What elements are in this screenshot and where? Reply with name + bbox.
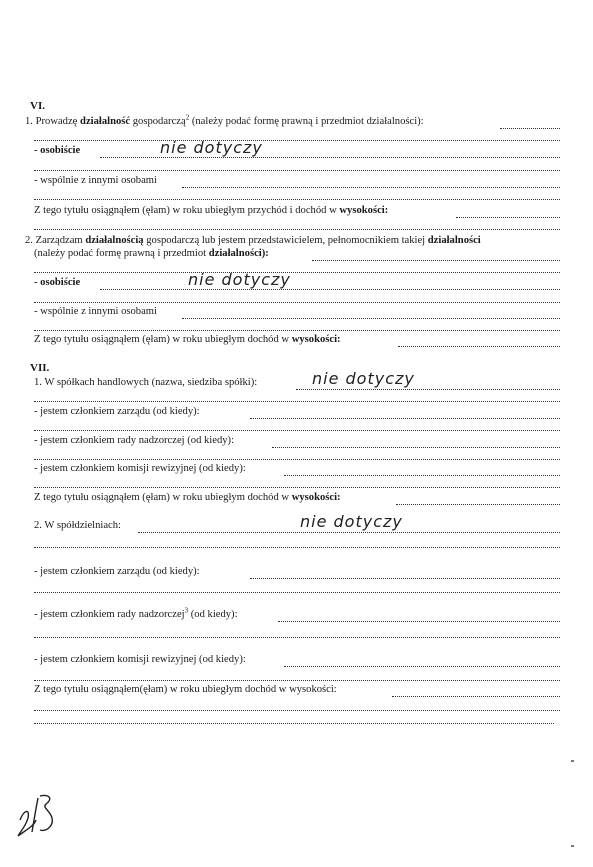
vii-item2-supervisory-label: - jestem członkiem rady nadzorczej$^3$ (od kiedy): <box>34 606 238 620</box>
vi-item1-jointly-field[interactable] <box>182 187 560 188</box>
vi-item2-jointly-line2[interactable] <box>34 330 560 331</box>
vi-item2-personally-value: nie dotyczy <box>188 270 291 289</box>
vi-item2-label-line2: (należy podać formę prawną i przedmiot działalności): <box>34 248 269 259</box>
signature-initials <box>14 790 62 840</box>
vi-item2-income-field[interactable] <box>398 346 560 347</box>
vi-item2-field-line2[interactable] <box>34 272 560 273</box>
vii-item1-supervisory-line2[interactable] <box>34 459 560 460</box>
vii-item1-board-field[interactable] <box>250 418 560 419</box>
vi-item1-field-line2[interactable] <box>34 140 560 141</box>
section-vi-heading: VI. <box>30 100 45 112</box>
vii-item1-audit-line2[interactable] <box>34 487 560 488</box>
vi-item1-field[interactable] <box>500 128 560 129</box>
vii-item2-audit-label: - jestem członkiem komisji rewizyjnej (od kiedy): <box>34 654 246 665</box>
vi-item1-income-line2[interactable] <box>34 229 560 230</box>
vi-item2-field[interactable] <box>312 260 560 261</box>
vi-item1-personally-field[interactable] <box>100 157 560 158</box>
vi-item2-label: 2. Zarządzam działalnością gospodarczą lub jestem przedstawicielem, pełnomocnikiem takiej działalności <box>25 235 481 246</box>
vi-item1-income-field[interactable] <box>456 217 560 218</box>
vi-item2-personally-label: - osobiście <box>34 277 81 288</box>
vii-item2-audit-field[interactable] <box>284 666 560 667</box>
vi-item2-personally-line2[interactable] <box>34 302 560 303</box>
vii-item2-audit-line2[interactable] <box>34 680 560 681</box>
section-vii-heading: VII. <box>30 362 50 374</box>
vi-item1-personally-label: - osobiście <box>34 145 81 156</box>
vi-item2-income-label: Z tego tytułu osiągnąłem (ęłam) w roku ubiegłym dochód w wysokości: <box>34 334 341 345</box>
vii-item2-value: nie dotyczy <box>300 512 403 531</box>
vi-item1-jointly-label: - wspólnie z innymi osobami <box>34 175 157 186</box>
vii-item2-income-line2[interactable] <box>34 710 560 711</box>
vi-item1-income-label: Z tego tytułu osiągnąłem (ęłam) w roku ubiegłym przychód i dochód w wysokości: <box>34 205 389 216</box>
vii-item1-audit-label: - jestem członkiem komisji rewizyjnej (od kiedy): <box>34 463 246 474</box>
vii-item1-board-line2[interactable] <box>34 430 560 431</box>
vii-item1-audit-field[interactable] <box>284 475 560 476</box>
vii-item2-label: 2. W spółdzielniach: <box>34 520 121 531</box>
vii-item2-board-label: - jestem członkiem zarządu (od kiedy): <box>34 566 200 577</box>
vii-item2-supervisory-line2[interactable] <box>34 637 560 638</box>
vii-item2-board-line2[interactable] <box>34 592 560 593</box>
vii-item2-field[interactable] <box>138 532 560 533</box>
vi-item1-personally-value: nie dotyczy <box>160 138 263 157</box>
vii-item2-supervisory-field[interactable] <box>278 621 560 622</box>
vii-item1-label: 1. W spółkach handlowych (nazwa, siedziba spółki): <box>34 377 258 388</box>
vi-item2-jointly-label: - wspólnie z innymi osobami <box>34 306 157 317</box>
vii-item1-income-label: Z tego tytułu osiągnąłem (ęłam) w roku ubiegłym dochód w wysokości: <box>34 492 341 503</box>
scan-mark <box>571 760 574 762</box>
vii-item2-income-line3[interactable] <box>34 723 554 724</box>
vi-item1-personally-line2[interactable] <box>34 170 560 171</box>
vi-item1-jointly-line2[interactable] <box>34 199 560 200</box>
vii-item2-field-line2[interactable] <box>34 547 560 548</box>
vii-item1-board-label: - jestem członkiem zarządu (od kiedy): <box>34 406 200 417</box>
vii-item1-income-field[interactable] <box>396 504 560 505</box>
vii-item1-field[interactable] <box>296 389 560 390</box>
vii-item1-field-line2[interactable] <box>34 401 560 402</box>
vii-item2-income-label: Z tego tytułu osiągnąłem(ęłam) w roku ubiegłym dochód w wysokości: <box>34 684 337 695</box>
vii-item1-value: nie dotyczy <box>312 369 415 388</box>
vi-item2-personally-field[interactable] <box>100 289 560 290</box>
vii-item2-income-field[interactable] <box>392 696 560 697</box>
vii-item2-board-field[interactable] <box>250 578 560 579</box>
vi-item1-label: 1. Prowadzę działalność gospodarczą$^2$ (należy podać formę prawną i przedmiot działalności): <box>25 113 424 127</box>
vii-item1-supervisory-field[interactable] <box>272 447 560 448</box>
vii-item1-supervisory-label: - jestem członkiem rady nadzorczej (od kiedy): <box>34 435 235 446</box>
scan-mark <box>571 845 574 847</box>
vi-item2-jointly-field[interactable] <box>182 318 560 319</box>
